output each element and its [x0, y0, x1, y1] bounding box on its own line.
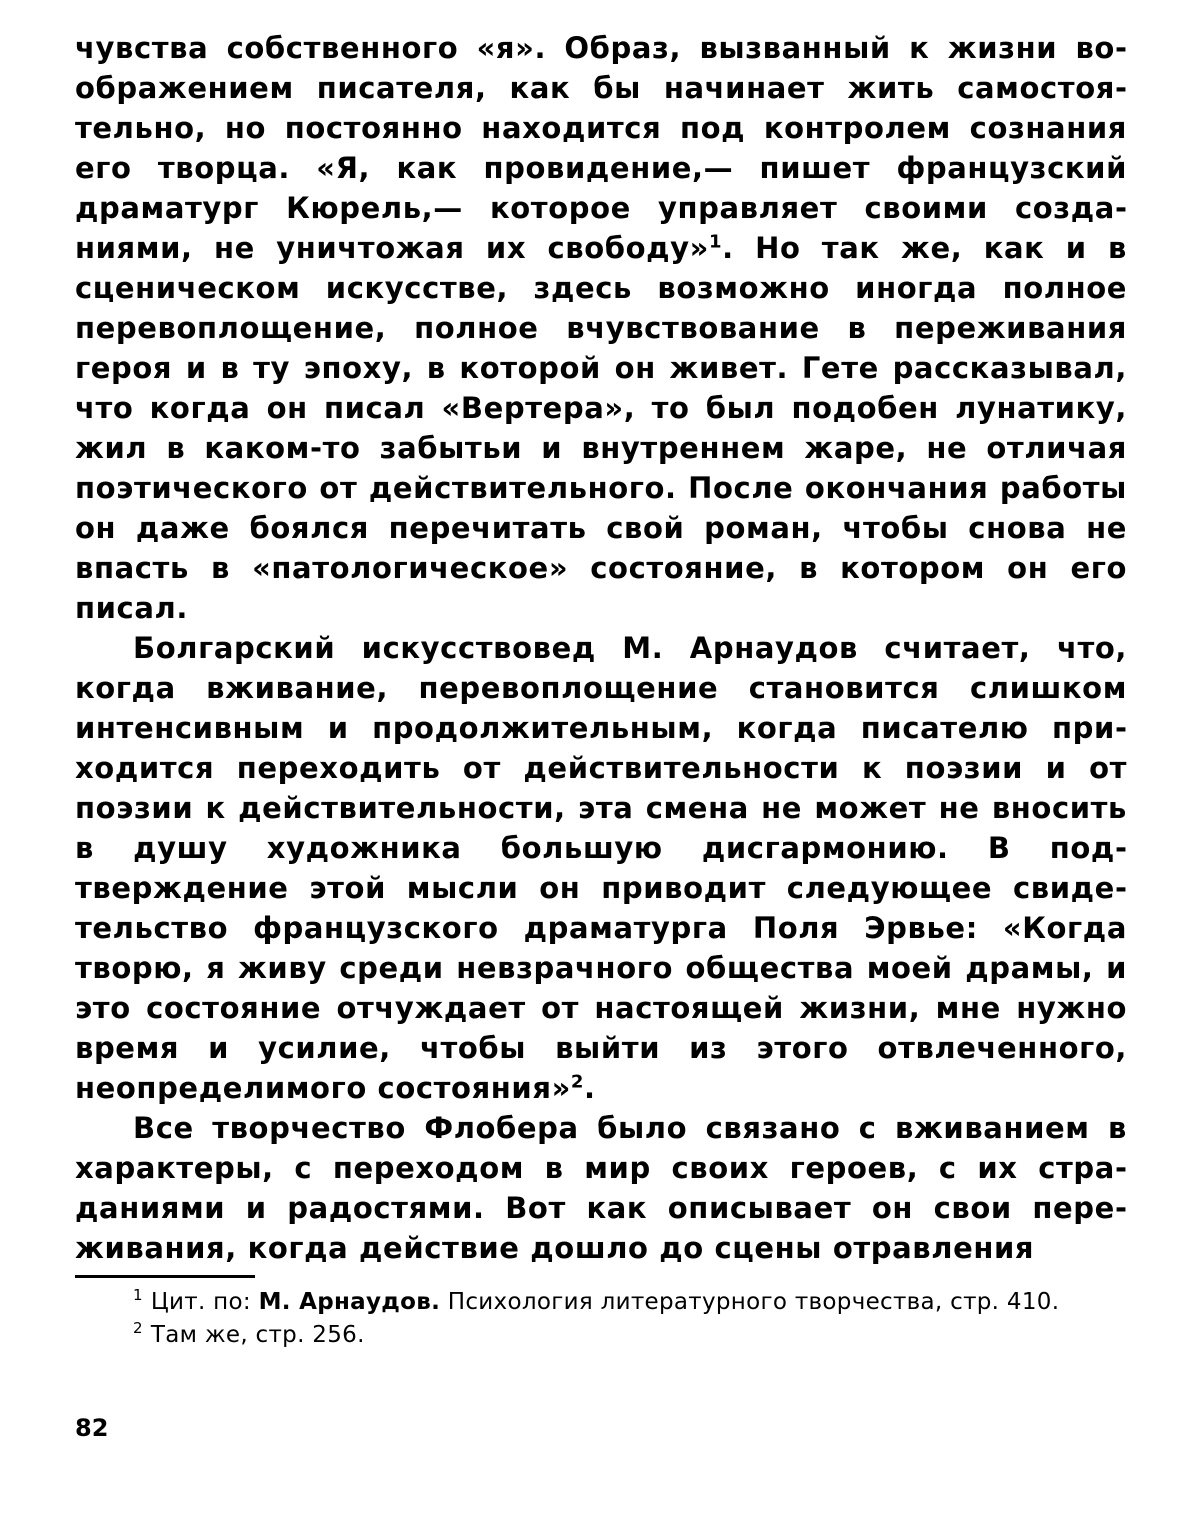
footnote-1: [75, 1286, 1127, 1319]
footnote-ref-2[interactable]: 2: [570, 1071, 585, 1093]
paragraph-2-text: Болгарский искусствовед М. Арнаудов считает, что, когда вживание, перевоплощение становится слишком интенсивным и продолжительным, когда писателю приходится переходить от действительности к поэзии и от поэзии к действительности, эта смена не может не вносить в душу художника большую дисгармонию. В подтверждение этой мысли он приводит следующее свидетельство французского драматурга Поля Эрвье: «Когда творю, я живу среди невзрачного общества моей драмы, и это состояние отчуждает от настоящей жизни, мне нужно время и усилие, чтобы выйти из этого отвлеченного, неопределимого состояния»: [75, 631, 1127, 1105]
footnote-2-number: 2: [133, 1319, 143, 1338]
footnote-2-text: Там же, стр. 256.: [150, 1322, 365, 1348]
paragraph-3-text: Все творчество Флобера было связано с вживанием в характеры, с переходом в мир своих героев, с их страданиями и радостями. Вот как описывает он свои переживания, когда действие дошло до сцены отравления: [75, 1111, 1127, 1265]
page-body: [75, 28, 1127, 1268]
paragraph-2-text-cont: .: [584, 1071, 596, 1105]
paragraph-3: [75, 1108, 1127, 1268]
footnote-2: [75, 1319, 1127, 1352]
footnote-divider: [75, 1275, 255, 1278]
paragraph-2: [75, 628, 1127, 1108]
footnote-1-number: 1: [133, 1286, 143, 1305]
paragraph-1-text-cont: . Но так же, как и в сценическом искусстве, здесь возможно иногда полное перевоплощение, полное вчувствование в переживания героя и в ту эпоху, в которой он живет. Гете рассказывал, что когда он писал «Вертера», то был подобен лунатику, жил в каком-то забытьи и внутреннем жаре, не отличая поэтического от действительного. После окончания работы он даже боялся перечитать свой роман, чтобы снова не впасть в «патологическое» состояние, в котором он его писал.: [75, 231, 1127, 625]
footnote-ref-1[interactable]: 1: [708, 231, 723, 253]
footnote-1-rest: Психология литературного творчества, стр. 410.: [447, 1289, 1060, 1315]
paragraph-1-text: чувства собственного «я». Образ, вызванный к жизни воображением писателя, как бы начинает жить самостоятельно, но постоянно находится под контролем сознания его творца. «Я, как провидение,— пишет французский драматург Кюрель,— которое управляет своими созданиями, не уничтожая их свободу»: [75, 31, 1127, 265]
footnote-1-author: М. Арнаудов.: [258, 1289, 441, 1315]
main-text: [75, 28, 1127, 1268]
footnote-1-prefix: Цит. по:: [150, 1289, 251, 1315]
footnotes: [75, 1286, 1127, 1352]
page-number: 82: [75, 1414, 109, 1442]
paragraph-1: [75, 28, 1127, 628]
